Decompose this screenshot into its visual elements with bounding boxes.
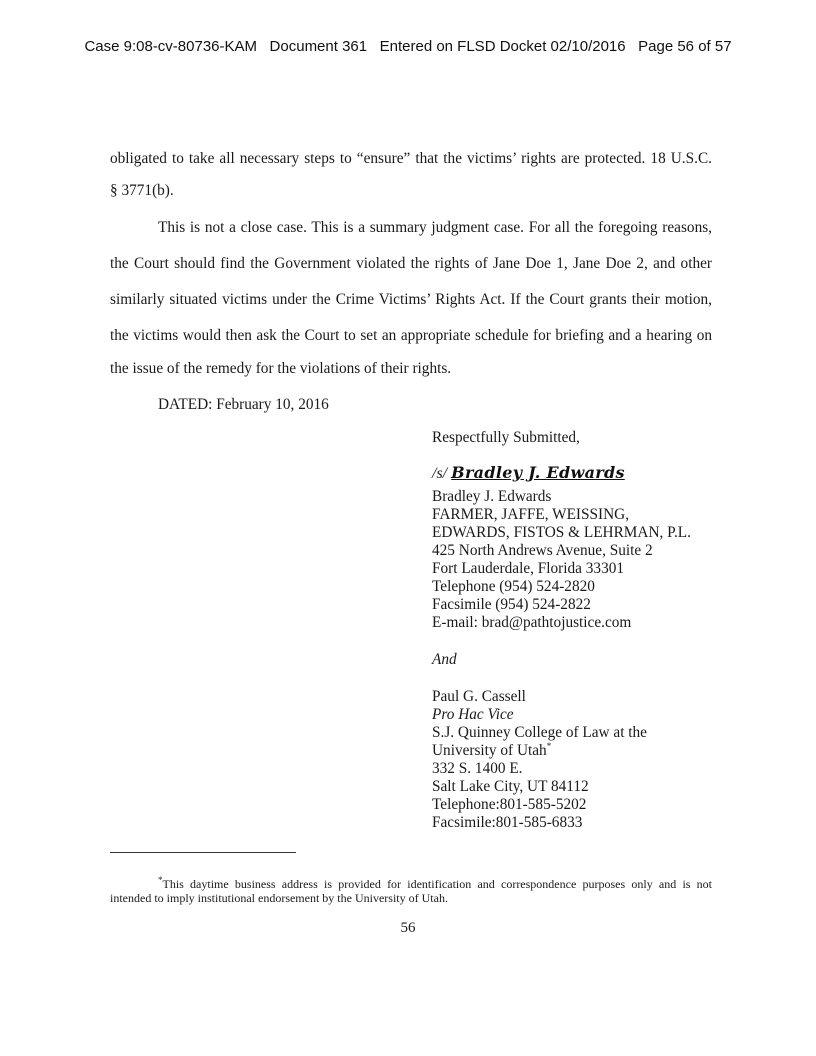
attorney1-facsimile: Facsimile (954) 524-2822 [432,596,591,613]
attorney2-facsimile: Facsimile:801-585-6833 [432,814,583,831]
attorney2-address-1: 332 S. 1400 E. [432,760,523,777]
attorney1-name: Bradley J. Edwards [432,488,552,505]
footnote-line-2: intended to imply institutional endorsement by the University of Utah. [110,891,448,905]
document-number: Document 361 [269,38,368,55]
page-number: 56 [400,920,416,936]
attorney1-email: E-mail: brad@pathtojustice.com [432,614,632,631]
body-line-6: the victims would then ask the Court to set an appropriate schedule for briefing and a hearing on [110,327,712,344]
attorney2-school-2 [432,742,732,760]
attorney2-telephone: Telephone:801-585-5202 [432,796,587,813]
attorney1-address-2: Fort Lauderdale, Florida 33301 [432,560,625,577]
footnote-line-1-text: This daytime business address is provided for identification and correspondence purposes only and is not [162,877,712,891]
closing: Respectfully Submitted, [432,429,580,446]
body-line-5: similarly situated victims under the Crime Victims’ Rights Act. If the Court grants their motion, [110,291,712,308]
attorney2-pro-hac-vice: Pro Hac Vice [432,706,514,723]
footnote-divider [110,852,296,853]
body-line-4: the Court should find the Government violated the rights of Jane Doe 1, Jane Doe 2, and other [110,255,712,272]
body-line-1: obligated to take all necessary steps to “ensure” that the victims’ rights are protected. 18 U.S.C. [110,150,712,167]
footnote-line-1 [158,877,712,892]
attorney2-school-2-text: University of Utah [432,742,547,759]
body-line-7: the issue of the remedy for the violations of their rights. [110,360,452,377]
attorney1-telephone: Telephone (954) 524-2820 [432,578,595,595]
footnote-mark: * [158,875,163,885]
attorney1-firm-1: FARMER, JAFFE, WEISSING, [432,506,630,523]
dated-line: DATED: February 10, 2016 [158,396,329,413]
attorney1-firm-2: EDWARDS, FISTOS & LEHRMAN, P.L. [432,524,691,541]
page-indicator: Page 56 of 57 [638,38,732,55]
attorney2-name: Paul G. Cassell [432,688,526,705]
body-line-3: This is not a close case. This is a summary judgment case. For all the foregoing reasons, [158,219,712,236]
entered-date: Entered on FLSD Docket 02/10/2016 [379,38,626,55]
attorney1-address-1: 425 North Andrews Avenue, Suite 2 [432,542,653,559]
attorney2-school-1: S.J. Quinney College of Law at the [432,724,647,741]
and-separator: And [432,651,457,668]
docket-header [0,38,816,55]
e-signature [432,463,625,483]
footnote-reference: * [546,740,552,751]
signature-slash: /s/ [432,465,448,482]
signature-script: Bradley J. Edwards [451,463,625,482]
case-number: Case 9:08-cv-80736-KAM [84,38,258,55]
attorney2-address-2: Salt Lake City, UT 84112 [432,778,589,795]
body-line-2: § 3771(b). [110,182,174,199]
